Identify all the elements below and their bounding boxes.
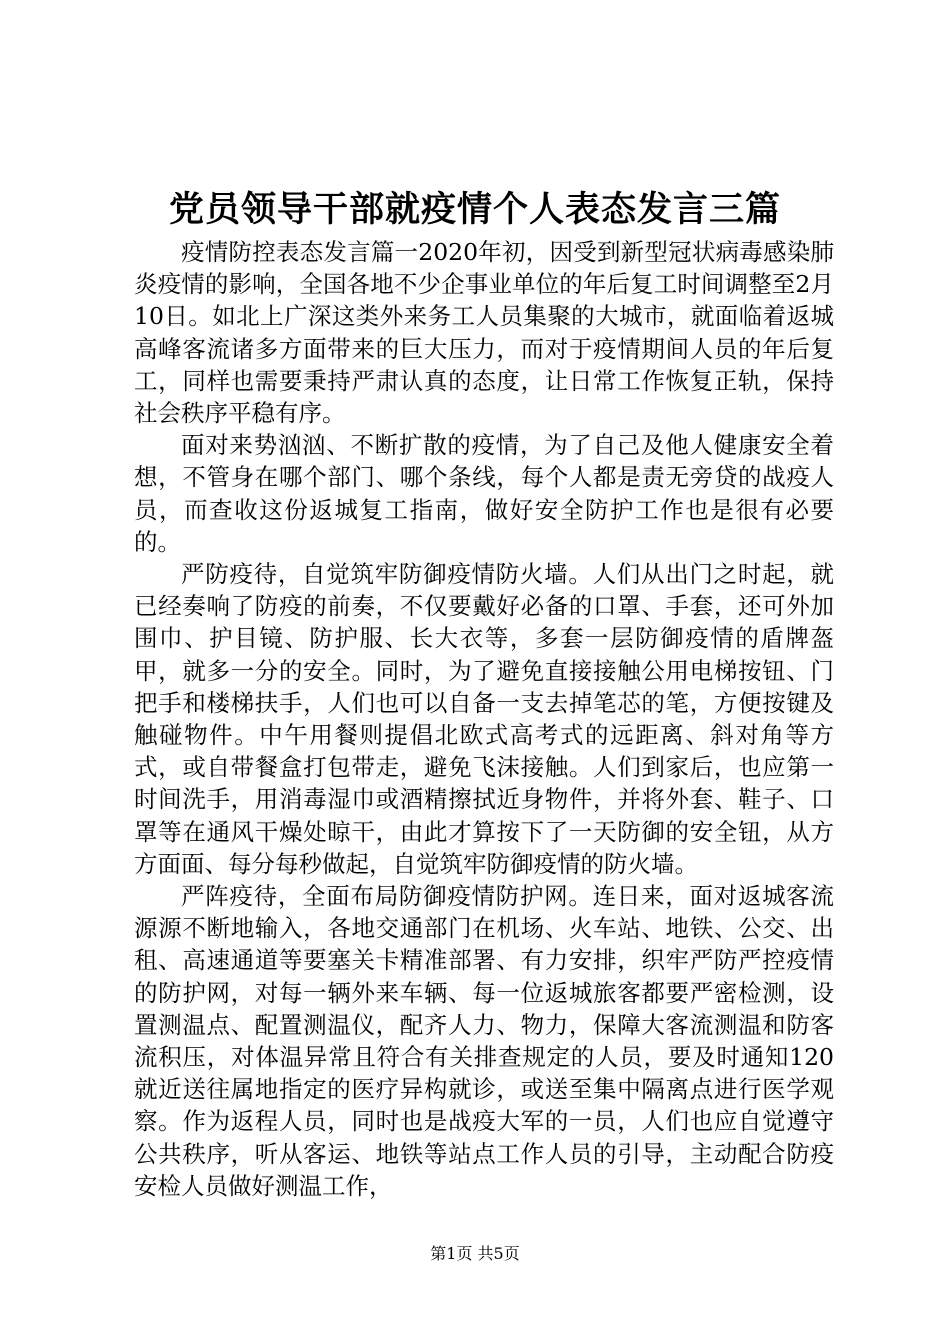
document-title: 党员领导干部就疫情个人表态发言三篇 — [168, 189, 781, 230]
paragraph-4: 严阵疫待，全面布局防御疫情防护网。连日来，面对返城客流源源不断地输入，各地交通部门在机场、火车站、地铁、公交、出租、高速通道等要塞关卡精准部署、有力安排，织牢严防严控疫情的防护网，对每一辆外来车辆、每一位返城旅客都要严密检测，设置测温点、配置测温仪，配齐人力、物力，保障大客流测温和防客流积压，对体温异常且符合有关排查规定的人员，要及时通知120就近送往属地指定的医疗异构就诊，或送至集中隔离点进行医学观察。作为返程人员，同时也是战疫大军的一员，人们也应自觉遵守公共秩序，听从客运、地铁等站点工作人员的引导，主动配合防疫安检人员做好测温工作， — [134, 882, 834, 1200]
document-body — [134, 236, 834, 1202]
page-footer — [0, 1243, 950, 1265]
paragraph-3: 严防疫待，自觉筑牢防御疫情防火墙。人们从出门之时起，就已经奏响了防疫的前奏，不仅要戴好必备的口罩、手套，还可外加围巾、护目镜、防护服、长大衣等，多套一层防御疫情的盾牌盔甲，就多一分的安全。同时，为了避免直接接触公用电梯按钮、门把手和楼梯扶手，人们也可以自备一支去掉笔芯的笔，方便按键及触碰物件。中午用餐则提倡北欧式高考式的远距离、斜对角等方式，或自带餐盒打包带走，避免飞沫接触。人们到家后，也应第一时间洗手，用消毒湿巾或酒精擦拭近身物件，并将外套、鞋子、口罩等在通风干燥处晾干，由此才算按下了一天防御的安全钮，从方方面面、每分每秒做起，自觉筑牢防御疫情的防火墙。 — [134, 560, 834, 878]
paragraph-1: 疫情防控表态发言篇一2020年初，因受到新型冠状病毒感染肺炎疫情的影响，全国各地不少企事业单位的年后复工时间调整至2月10日。如北上广深这类外来务工人员集聚的大城市，就面临着返城高峰客流诸多方面带来的巨大压力，而对于疫情期间人员的年后复工，同样也需要秉持严肃认真的态度，让日常工作恢复正轨，保持社会秩序平稳有序。 — [134, 238, 834, 428]
page-number-indicator: 第1页 共5页 — [430, 1244, 520, 1263]
paragraph-2: 面对来势汹汹、不断扩散的疫情，为了自己及他人健康安全着想，不管身在哪个部门、哪个条线，每个人都是责无旁贷的战疫人员，而查收这份返城复工指南，做好安全防护工作也是很有必要的。 — [134, 431, 834, 556]
